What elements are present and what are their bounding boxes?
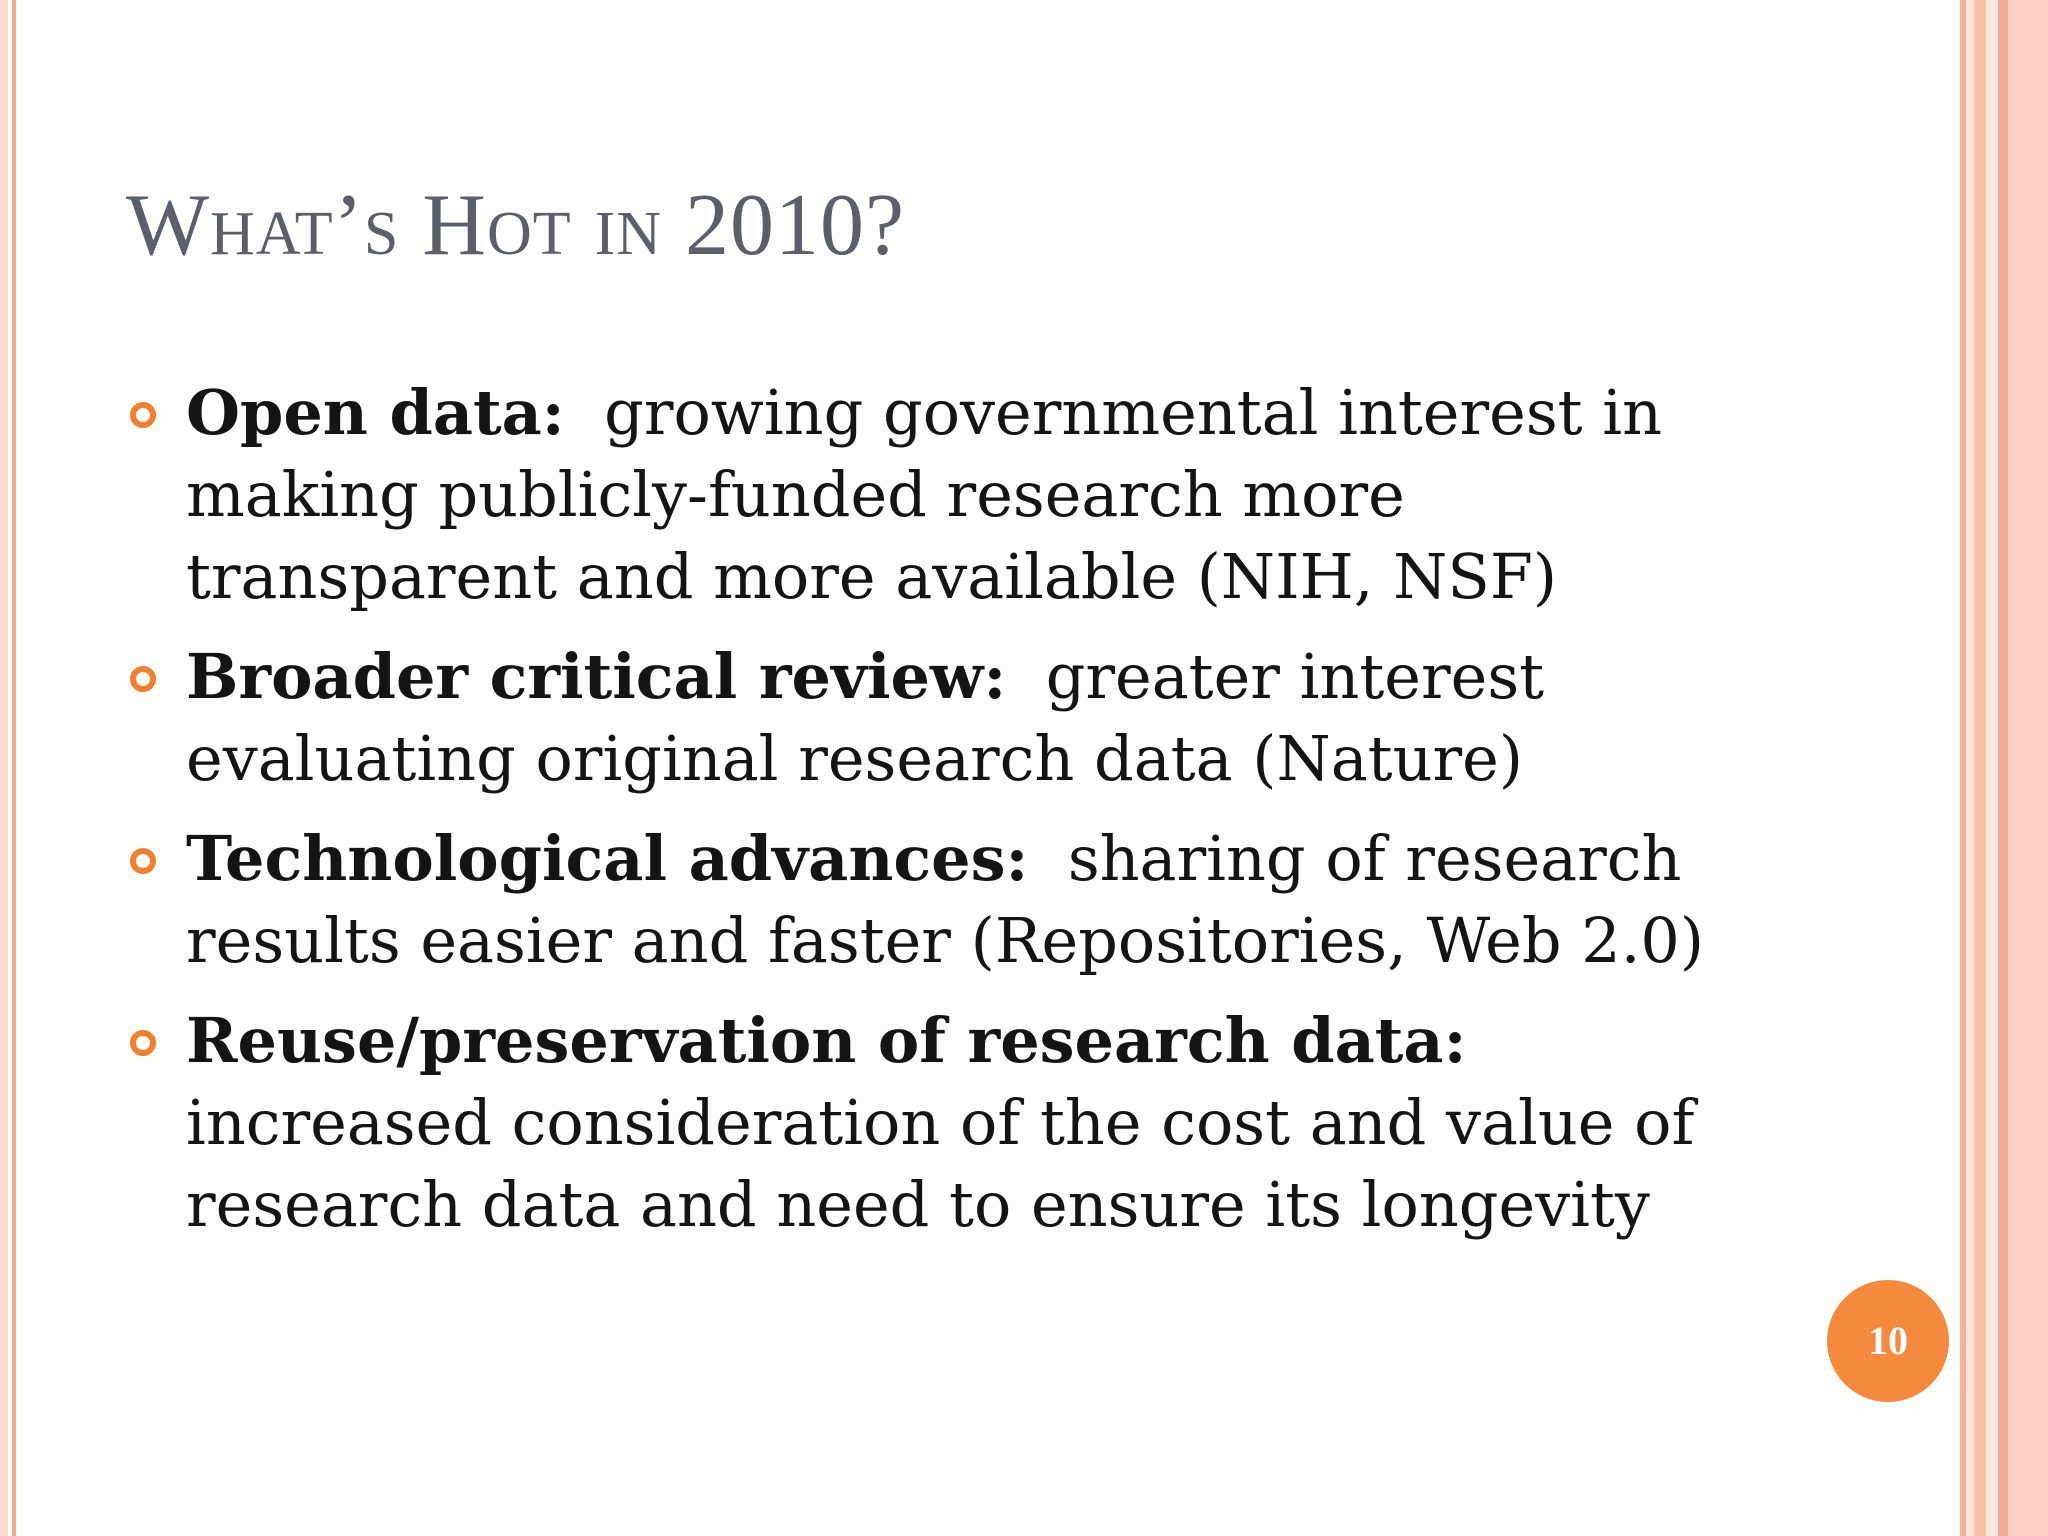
- bullet-circle-icon: [130, 666, 156, 692]
- bullet-list: [130, 372, 1770, 1264]
- bullet-item-open-data: [130, 372, 1770, 618]
- right-border-stripe: [1986, 0, 1998, 1536]
- bullet-item-technological-advances: [130, 818, 1770, 982]
- bullet-term: Technological advances:: [186, 822, 1029, 895]
- page-number-badge: 10: [1827, 1280, 1949, 1402]
- bullet-item-reuse-preservation: [130, 1000, 1770, 1246]
- right-border-stripe: [1998, 0, 2008, 1536]
- bullet-term: Open data:: [186, 376, 565, 449]
- left-border-stripe-accent: [12, 0, 16, 1536]
- bullet-circle-icon: [130, 402, 156, 428]
- bullet-text: greater interest evaluating original research data (Nature): [186, 640, 1545, 795]
- bullet-circle-icon: [130, 848, 156, 874]
- bullet-text: increased consideration of the cost and value of research data and need to ensure its longevity: [186, 1086, 1695, 1241]
- bullet-text: sharing of research results easier and faster (Repositories, Web 2.0): [186, 822, 1705, 977]
- right-border-stripe: [2008, 0, 2048, 1536]
- bullet-term: Reuse/preservation of research data:: [186, 1004, 1467, 1077]
- right-border-stripe: [1966, 0, 1974, 1536]
- right-border-stripe: [1974, 0, 1986, 1536]
- bullet-text: growing governmental interest in making publicly-funded research more transparent and more available (NIH, NSF): [186, 376, 1663, 613]
- left-border-stripe: [0, 0, 8, 1536]
- slide-title: What’s Hot in 2010?: [126, 177, 906, 274]
- bullet-circle-icon: [130, 1030, 156, 1056]
- bullet-term: Broader critical review:: [186, 640, 1007, 713]
- bullet-item-broader-critical-review: [130, 636, 1770, 800]
